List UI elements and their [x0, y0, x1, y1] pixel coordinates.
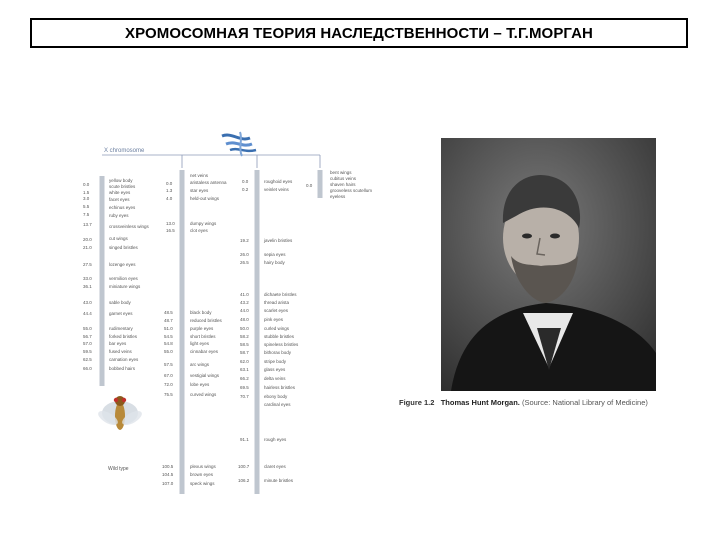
right-gene: hairless bristles: [264, 385, 296, 390]
mid-position: 54.8: [164, 341, 173, 346]
mid-gene: light eyes: [190, 341, 210, 346]
mid-position: 1.3: [166, 188, 173, 193]
right-gene: stripe body: [264, 359, 287, 364]
mid-position: 51.0: [164, 326, 173, 331]
left-gene: singed bristles: [109, 245, 138, 250]
left-position: 44.4: [83, 311, 92, 316]
slide-title: ХРОМОСОМНАЯ ТЕОРИЯ НАСЛЕДСТВЕННОСТИ – Т.Г.МОРГАН: [30, 18, 688, 48]
left-position: 27.5: [83, 262, 92, 267]
chromosome-map-diagram: [80, 128, 410, 496]
middle-gene-column: [162, 170, 227, 494]
mid-position: 100.5: [162, 464, 174, 469]
right-position: 43.2: [240, 300, 249, 305]
mid-gene: net veins: [190, 173, 209, 178]
mid-gene: star eyes: [190, 188, 209, 193]
mid-position: 75.5: [164, 392, 173, 397]
right-position: 41.0: [240, 292, 249, 297]
right-gene: hairy body: [264, 260, 285, 265]
mid-position: 13.0: [166, 221, 175, 226]
mid-position: 57.5: [164, 362, 173, 367]
mid-position: 16.5: [166, 228, 175, 233]
left-gene: lozenge eyes: [109, 262, 136, 267]
right-gene: ebony body: [264, 394, 288, 399]
mid-gene: dumpy wings: [190, 221, 217, 226]
mid-gene: plexus wings: [190, 464, 216, 469]
left-position: 36.1: [83, 284, 92, 289]
left-position: 5.5: [83, 204, 90, 209]
figure-label: Figure 1.2: [399, 398, 435, 407]
left-gene: fused veins: [109, 349, 132, 354]
left-position: 66.0: [83, 366, 92, 371]
wild-type-label: Wild type: [108, 466, 129, 472]
right-position: 0.0: [242, 179, 249, 184]
right-position: 91.1: [240, 437, 249, 442]
mid-gene: aristaless antenna: [190, 180, 227, 185]
right-position: 26.5: [240, 260, 249, 265]
figure-name: Thomas Hunt Morgan.: [440, 398, 520, 407]
left-gene: crossveinless wings: [109, 224, 149, 229]
right-position: 58.7: [240, 350, 249, 355]
right-position: 26.0: [240, 252, 249, 257]
mid-gene: black body: [190, 310, 212, 315]
figure-source: (Source: National Library of Medicine): [521, 398, 648, 407]
chromosome-header: [102, 132, 320, 168]
mid-position: 67.0: [164, 373, 173, 378]
right-gene: spineless bristles: [264, 342, 299, 347]
mid-position: 4.0: [166, 196, 173, 201]
left-position: 1.5: [83, 190, 90, 195]
far-gene: shaven hairs: [330, 182, 356, 187]
right-gene-column: [238, 170, 299, 494]
left-gene: forked bristles: [109, 334, 138, 339]
right-position: 58.5: [240, 342, 249, 347]
figure-caption: [399, 398, 699, 407]
mid-gene: cinnabar eyes: [190, 349, 219, 354]
right-gene: sepia eyes: [264, 252, 286, 257]
right-position: 62.0: [240, 359, 249, 364]
fruit-fly-illustration: [96, 396, 144, 472]
right-gene: rough eyes: [264, 437, 287, 442]
left-position: 62.5: [83, 357, 92, 362]
left-position: 57.0: [83, 341, 92, 346]
left-position: 43.0: [83, 300, 92, 305]
right-position: 44.0: [240, 308, 249, 313]
left-position: 21.0: [83, 245, 92, 250]
left-position: 7.5: [83, 212, 90, 217]
right-gene: dichaete bristles: [264, 292, 297, 297]
far-right-gene-column: [306, 170, 372, 199]
chromosome-label: X chromosome: [104, 148, 145, 154]
far-gene: eyeless: [330, 194, 346, 199]
mid-gene: clot eyes: [190, 228, 208, 233]
mid-gene: brown eyes: [190, 472, 214, 477]
right-gene: glass eyes: [264, 367, 286, 372]
left-gene: carnation eyes: [109, 357, 139, 362]
left-gene: echinus eyes: [109, 205, 136, 210]
right-gene: veinlet veins: [264, 187, 289, 192]
left-position: 13.7: [83, 222, 92, 227]
left-gene: bar eyes: [109, 341, 127, 346]
mid-position: 54.5: [164, 334, 173, 339]
mid-gene: lobe eyes: [190, 382, 210, 387]
left-gene: cut wings: [109, 236, 128, 241]
far-gene: grooveless scutellum: [330, 188, 373, 193]
right-gene: bithorax body: [264, 350, 292, 355]
right-gene: curled wings: [264, 326, 290, 331]
right-gene: scarlet eyes: [264, 308, 289, 313]
left-gene: facet eyes: [109, 197, 130, 202]
right-gene: stubble bristles: [264, 334, 295, 339]
chromosome-cluster-icon: [222, 132, 256, 156]
far-gene: cubitus veins: [330, 176, 357, 181]
left-position: 33.0: [83, 276, 92, 281]
morgan-portrait-photo: [441, 138, 656, 391]
mid-gene: short bristles: [190, 334, 216, 339]
left-gene: sable body: [109, 300, 131, 305]
mid-position: 48.5: [164, 310, 173, 315]
right-position: 19.2: [240, 238, 249, 243]
right-position: 0.2: [242, 187, 249, 192]
left-position: 55.0: [83, 326, 92, 331]
right-gene: thread arista: [264, 300, 290, 305]
mid-gene: reduced bristles: [190, 318, 222, 323]
mid-position: 72.0: [164, 382, 173, 387]
left-gene: scute bristles: [109, 184, 136, 189]
left-position: 3.0: [83, 196, 90, 201]
right-position: 58.2: [240, 334, 249, 339]
mid-gene: speck wings: [190, 481, 215, 486]
mid-gene: held-out wings: [190, 196, 220, 201]
mid-position: 0.0: [166, 181, 173, 186]
right-gene: cardinal eyes: [264, 402, 291, 407]
right-gene: claret eyes: [264, 464, 286, 469]
left-position: 56.7: [83, 334, 92, 339]
left-position: 0.0: [83, 182, 90, 187]
mid-position: 104.5: [162, 472, 174, 477]
mid-gene: arc wings: [190, 362, 210, 367]
left-gene: ruby eyes: [109, 213, 129, 218]
left-gene: garnet eyes: [109, 311, 133, 316]
left-gene: rudimentary: [109, 326, 133, 331]
right-position: 106.2: [238, 478, 250, 483]
right-position: 100.7: [238, 464, 250, 469]
mid-position: 48.7: [164, 318, 173, 323]
right-gene: delta veins: [264, 376, 286, 381]
left-position: 59.5: [83, 349, 92, 354]
left-gene: miniature wings: [109, 284, 141, 289]
right-position: 66.2: [240, 376, 249, 381]
mid-position: 55.0: [164, 349, 173, 354]
right-position: 63.1: [240, 367, 249, 372]
mid-gene: vestigial wings: [190, 373, 220, 378]
left-position: 20.0: [83, 237, 92, 242]
right-gene: roughoid eyes: [264, 179, 293, 184]
right-gene: javelin bristles: [264, 238, 293, 243]
mid-gene: curved wings: [190, 392, 217, 397]
left-gene: bobbed hairs: [109, 366, 136, 371]
right-gene: minute bristles: [264, 478, 294, 483]
right-gene: pink eyes: [264, 317, 284, 322]
right-position: 70.7: [240, 394, 249, 399]
mid-position: 107.0: [162, 481, 174, 486]
left-gene: vermilion eyes: [109, 276, 138, 281]
right-position: 69.5: [240, 385, 249, 390]
right-position: 50.0: [240, 326, 249, 331]
left-gene: white eyes: [109, 190, 131, 195]
far-gene: bent wings: [330, 170, 352, 175]
far-position: 0.0: [306, 183, 313, 188]
left-gene-column: [83, 176, 150, 386]
left-gene: yellow body: [109, 178, 133, 183]
right-position: 48.0: [240, 317, 249, 322]
mid-gene: purple eyes: [190, 326, 214, 331]
